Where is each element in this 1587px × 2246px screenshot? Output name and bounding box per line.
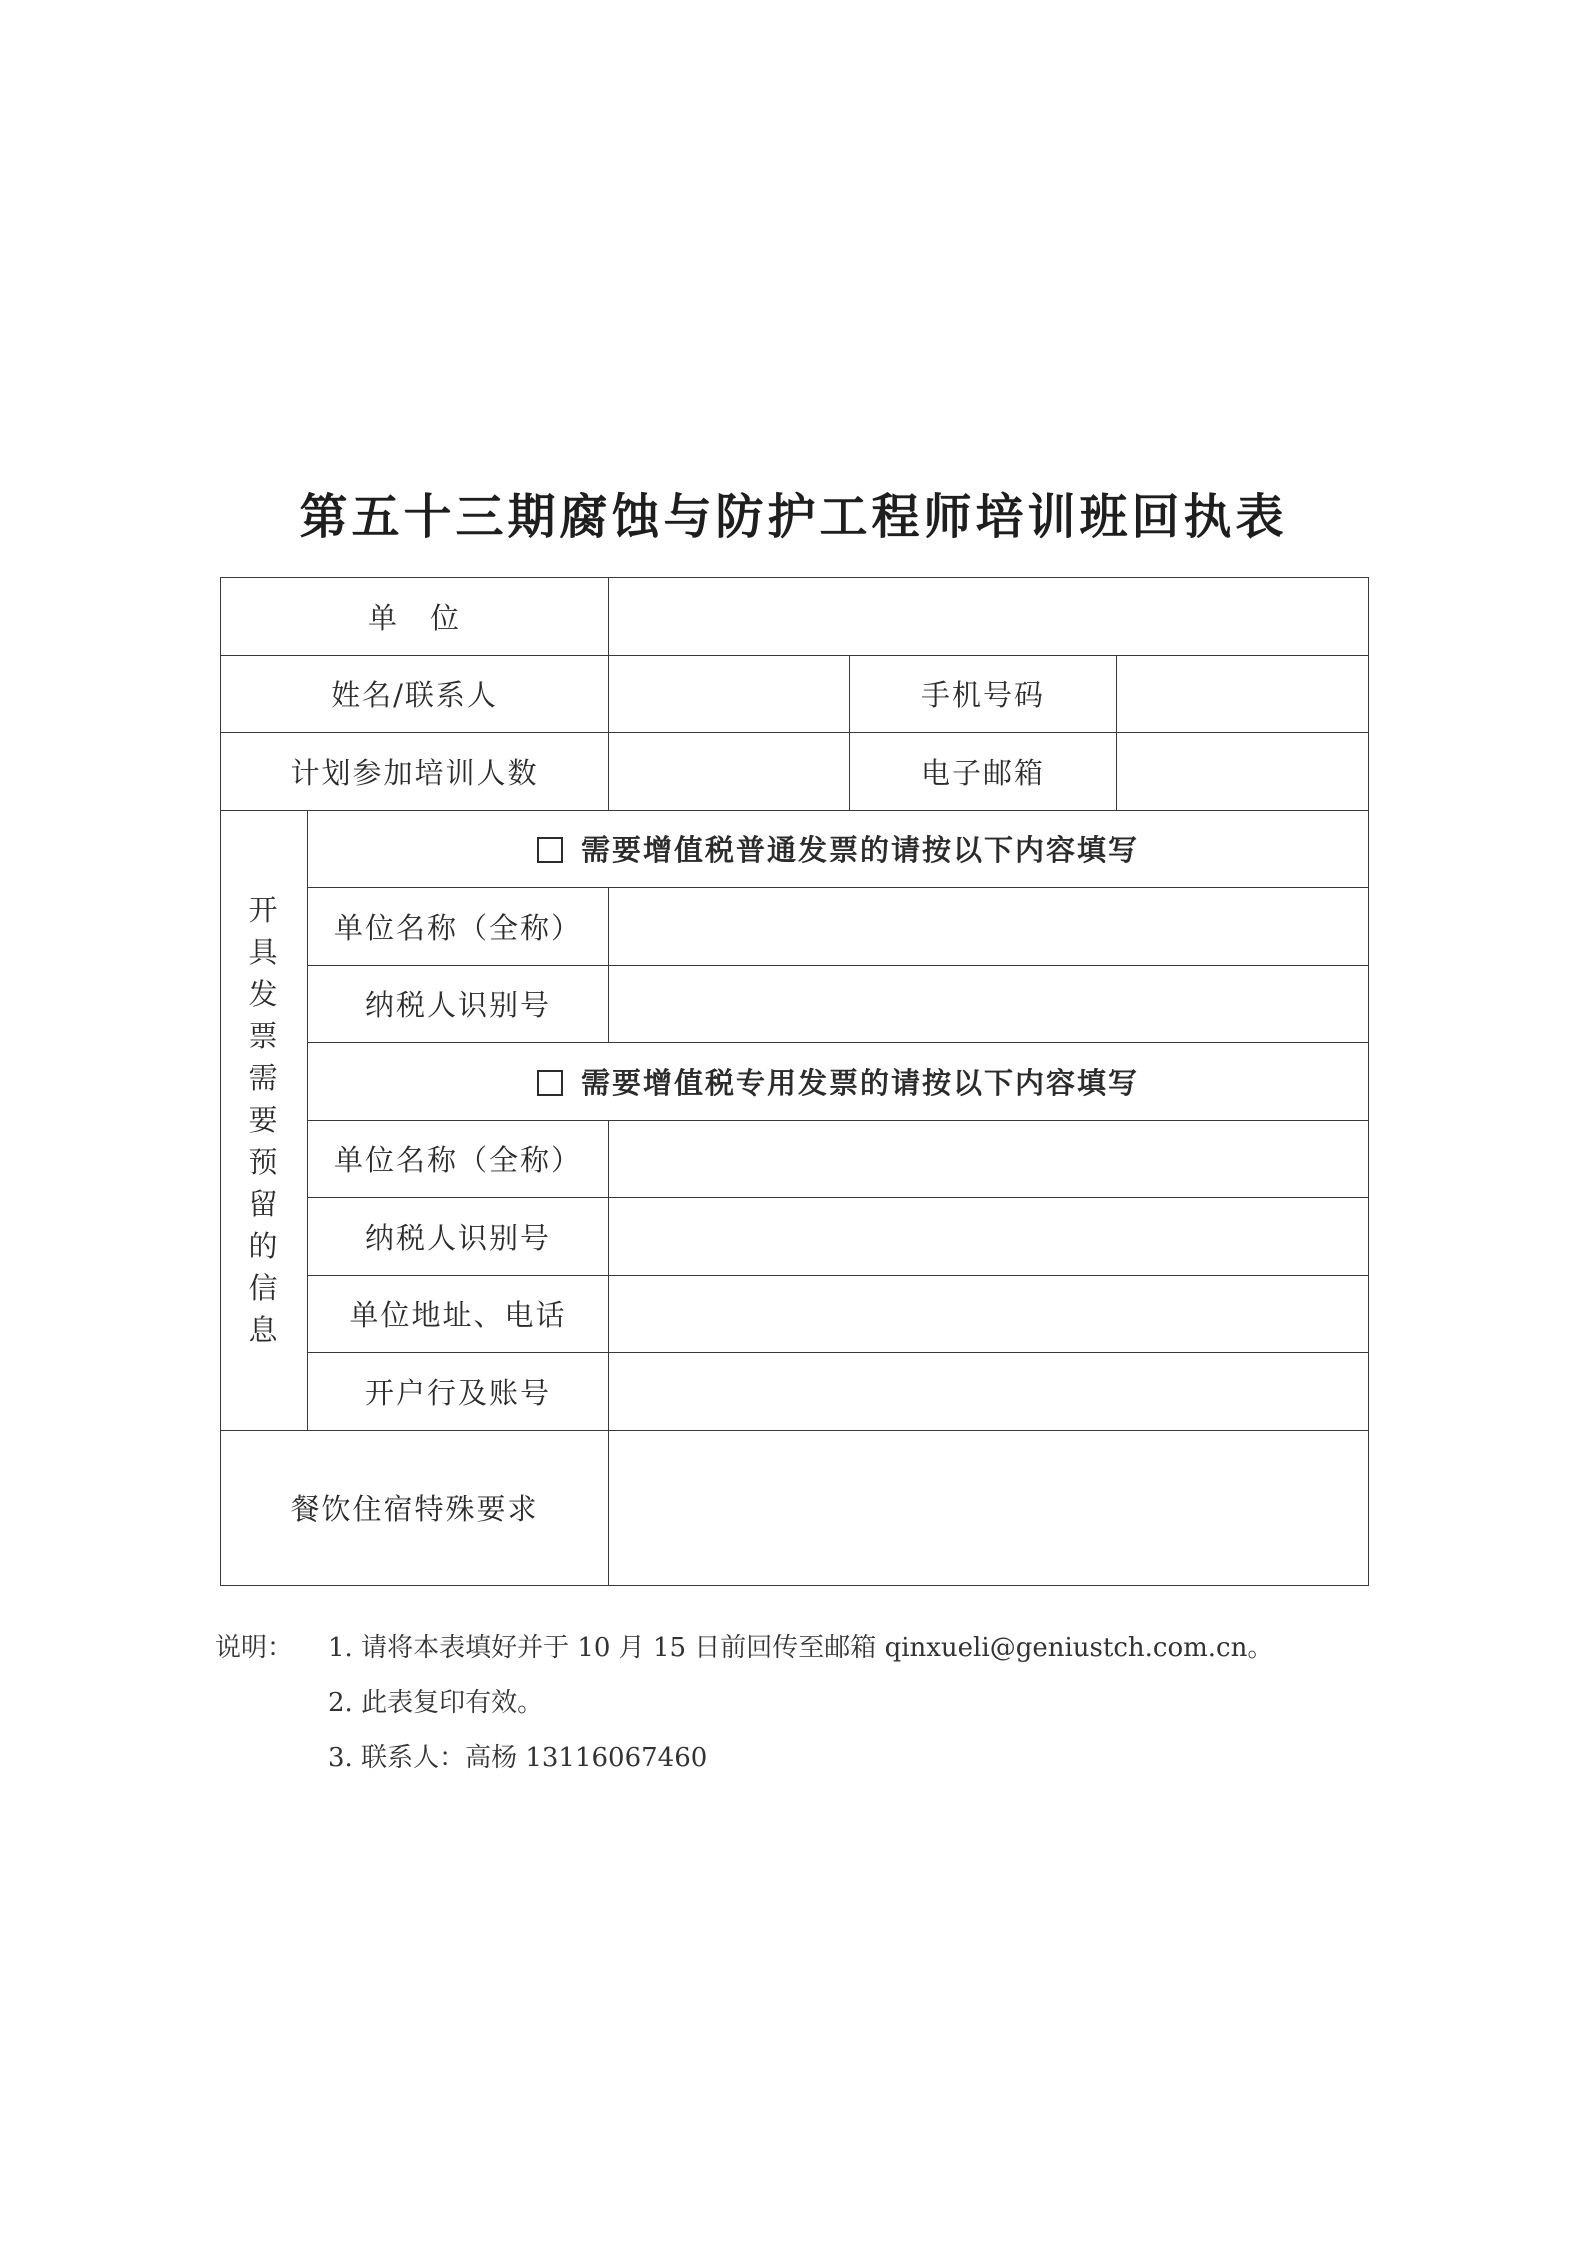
- special-invoice-checkbox[interactable]: [537, 1070, 563, 1096]
- side-char: 息: [248, 1313, 280, 1347]
- special-address-field[interactable]: [609, 1275, 1369, 1353]
- special-requirements-label: 餐饮住宿特殊要求: [221, 1430, 609, 1585]
- contact-field[interactable]: [609, 655, 850, 733]
- special-bank-label: 开户行及账号: [308, 1353, 609, 1431]
- special-invoice-heading: 需要增值税专用发票的请按以下内容填写: [581, 1065, 1140, 1100]
- normal-name-label: 单位名称（全称）: [308, 888, 609, 966]
- special-tax-id-label: 纳税人识别号: [308, 1198, 609, 1276]
- special-invoice-section: [308, 1043, 1369, 1121]
- note-item: 1. 请将本表填好并于 10 月 15 日前回传至邮箱 qinxueli@geniustch.com.cn。: [328, 1633, 1274, 1663]
- unit-label: 单 位: [221, 578, 609, 656]
- side-char: 开: [248, 893, 280, 927]
- special-name-label: 单位名称（全称）: [308, 1120, 609, 1198]
- normal-tax-id-field[interactable]: [609, 965, 1369, 1043]
- special-requirements-field[interactable]: [609, 1430, 1369, 1585]
- note-item: 3. 联系人：高杨 13116067460: [328, 1743, 708, 1773]
- invoice-info-side-label: [221, 810, 308, 1430]
- attendees-label: 计划参加培训人数: [221, 733, 609, 811]
- normal-name-field[interactable]: [609, 888, 1369, 966]
- phone-field[interactable]: [1117, 655, 1369, 733]
- email-label: 电子邮箱: [850, 733, 1117, 811]
- email-field[interactable]: [1117, 733, 1369, 811]
- phone-label: 手机号码: [850, 655, 1117, 733]
- normal-tax-id-label: 纳税人识别号: [308, 965, 609, 1043]
- special-address-label: 单位地址、电话: [308, 1275, 609, 1353]
- side-char: 需: [248, 1061, 280, 1095]
- contact-label: 姓名/联系人: [221, 655, 609, 733]
- side-char: 预: [248, 1145, 280, 1179]
- page-title: 第五十三期腐蚀与防护工程师培训班回执表: [299, 489, 1288, 545]
- side-char: 具: [248, 935, 280, 969]
- special-name-field[interactable]: [609, 1120, 1369, 1198]
- note-item: 2. 此表复印有效。: [328, 1688, 544, 1718]
- side-char: 票: [248, 1019, 280, 1053]
- normal-invoice-checkbox[interactable]: [537, 837, 563, 863]
- side-char: 发: [248, 977, 280, 1011]
- notes-label: 说明：: [215, 1633, 294, 1663]
- normal-invoice-section: [308, 810, 1369, 888]
- normal-invoice-heading: 需要增值税普通发票的请按以下内容填写: [581, 833, 1140, 868]
- attendees-field[interactable]: [609, 733, 850, 811]
- side-char: 留: [248, 1187, 280, 1221]
- registration-form-table: [220, 577, 1369, 1586]
- special-bank-field[interactable]: [609, 1353, 1369, 1431]
- unit-field[interactable]: [609, 578, 1369, 656]
- side-char: 要: [248, 1103, 280, 1137]
- side-char: 信: [248, 1271, 280, 1305]
- notes-section: [215, 1618, 1273, 1783]
- special-tax-id-field[interactable]: [609, 1198, 1369, 1276]
- side-char: 的: [248, 1229, 280, 1263]
